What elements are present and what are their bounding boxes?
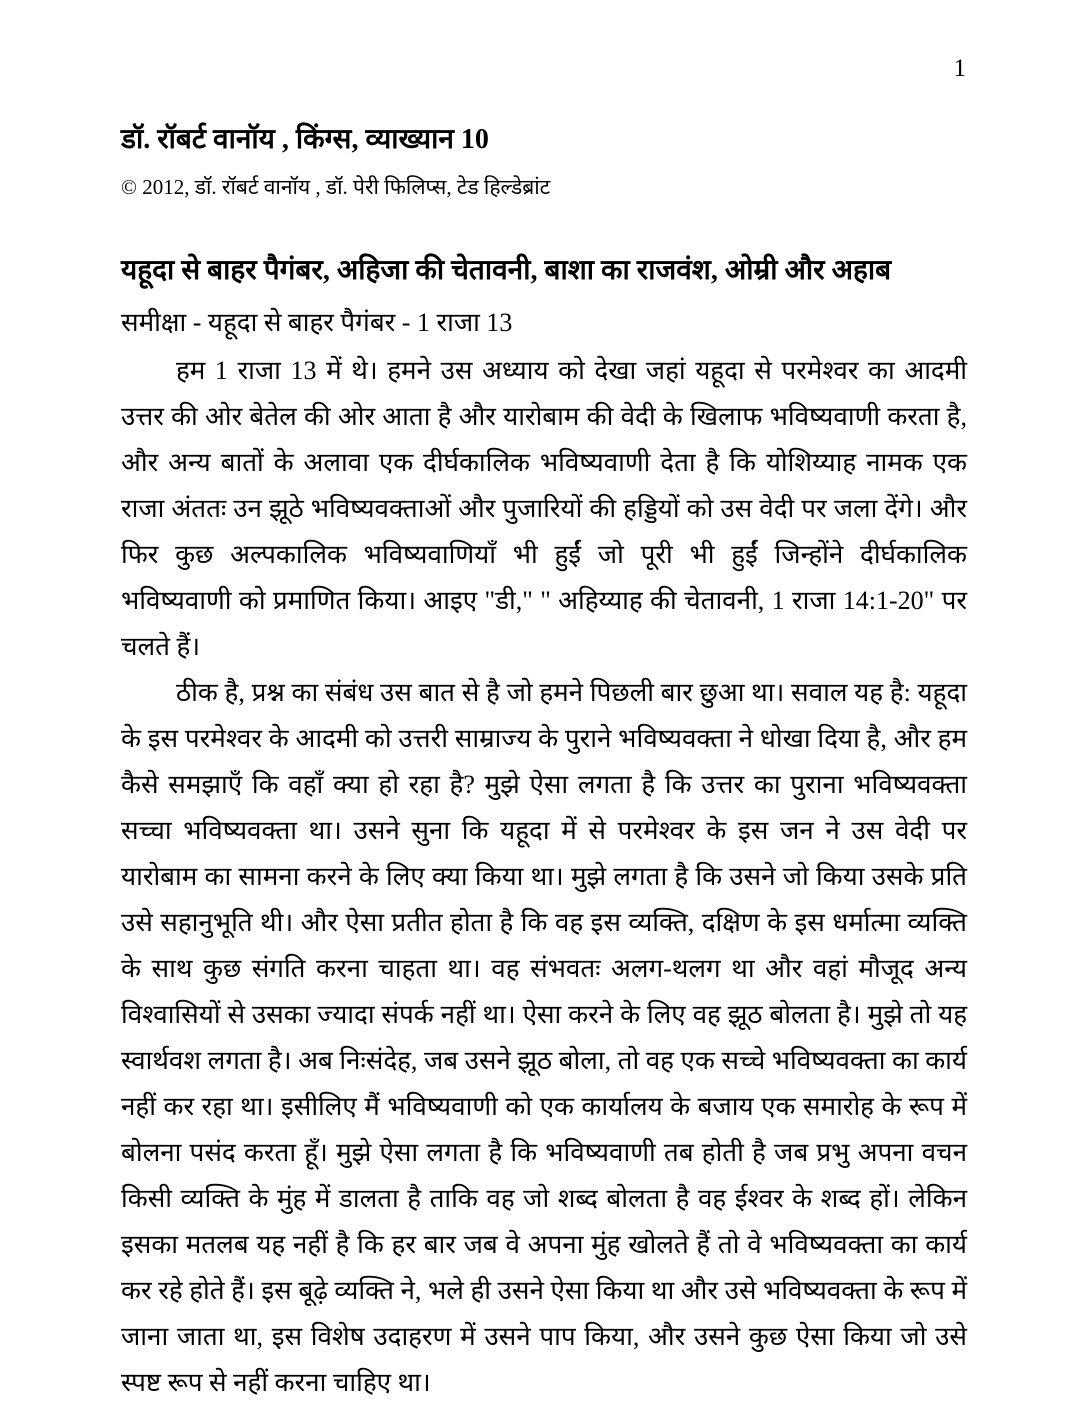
document-content [121,122,967,1406]
lecture-heading: यहूदा से बाहर पैगंबर, अहिजा की चेतावनी, बाशा का राजवंश, ओम्री और अहाब [121,254,892,286]
paragraph-2: ठीक है, प्रश्न का संबंध उस बात से है जो हमने पिछली बार छुआ था। सवाल यह है: यहूदा के इस परमेश्वर के आदमी को उत्तरी साम्राज्य के पुराने भविष्यवक्ता ने धोखा दिया है, और हम कैसे समझाएँ कि वहाँ क्या हो रहा है? मुझे ऐसा लगता है कि उत्तर का पुराना भविष्यवक्ता सच्चा भविष्यवक्ता था। उसने सुना कि यहूदा में से परमेश्वर के इस जन ने उस वेदी पर यारोबाम का सामना करने के लिए क्या किया था। मुझे लगता है कि उसने जो किया उसके प्रति उसे सहानुभूति थी। और ऐसा प्रतीत होता है कि वह इस व्यक्ति, दक्षिण के इस धर्मात्मा व्यक्ति के साथ कुछ संगति करना चाहता था। वह संभवतः अलग-थलग था और वहां मौजूद अन्य विश्वासियों से उसका ज्यादा संपर्क नहीं था। ऐसा करने के लिए वह झूठ बोलता है। मुझे तो यह स्वार्थवश लगता है। अब निःसंदेह, जब उसने झूठ बोला, तो वह एक सच्चे भविष्यवक्ता का कार्य नहीं कर रहा था। इसीलिए मैं भविष्यवाणी को एक कार्यालय के बजाय एक समारोह के रूप में बोलना पसंद करता हूँ। मुझे ऐसा लगता है कि भविष्यवाणी तब होती है जब प्रभु अपना वचन किसी व्यक्ति के मुंह में डालता है ताकि वह जो शब्द बोलता है वह ईश्वर के शब्द हों। लेकिन इसका मतलब यह नहीं है कि हर बार जब वे अपना मुंह खोलते हैं तो वे भविष्यवक्ता का कार्य कर रहे होते हैं। इस बूढ़े व्यक्ति ने, भले ही उसने ऐसा किया था और उसे भविष्यवक्ता के रूप में जाना जाता था, इस विशेष उदाहरण में उसने पाप किया, और उसने कुछ ऐसा किया जो उसे स्पष्ट रूप से नहीं करना चाहिए था। [121,677,967,1397]
document-title: डॉ. रॉबर्ट वानॉय , किंग्स, व्याख्यान 10 [121,124,489,155]
page-number: 1 [953,55,966,82]
paragraph-1: हम 1 राजा 13 में थे। हमने उस अध्याय को देखा जहां यहूदा से परमेश्वर का आदमी उत्तर की ओर बेतेल की ओर आता है और यारोबाम की वेदी के खिलाफ भविष्यवाणी करता है, और अन्य बातों के अलावा एक दीर्घकालिक भविष्यवाणी देता है कि योशिय्याह नामक एक राजा अंततः उन झूठे भविष्यवक्ताओं और पुजारियों की हड्डियों को उस वेदी पर जला देंगे। और फिर कुछ अल्पकालिक भविष्यवाणियाँ भी हुईं जो पूरी भी हुईं जिन्होंने दीर्घकालिक भविष्यवाणी को प्रमाणित किया। आइए "डी," " अहिय्याह की चेतावनी, 1 राजा 14:1-20" पर चलते हैं। [121,355,967,661]
review-subheading: समीक्षा - यहूदा से बाहर पैगंबर - 1 राजा 13 [121,307,513,337]
copyright-line: © 2012, डॉ. रॉबर्ट वानॉय , डॉ. पेरी फिलिप्स, टेड हिल्डेब्रांट [121,175,551,200]
